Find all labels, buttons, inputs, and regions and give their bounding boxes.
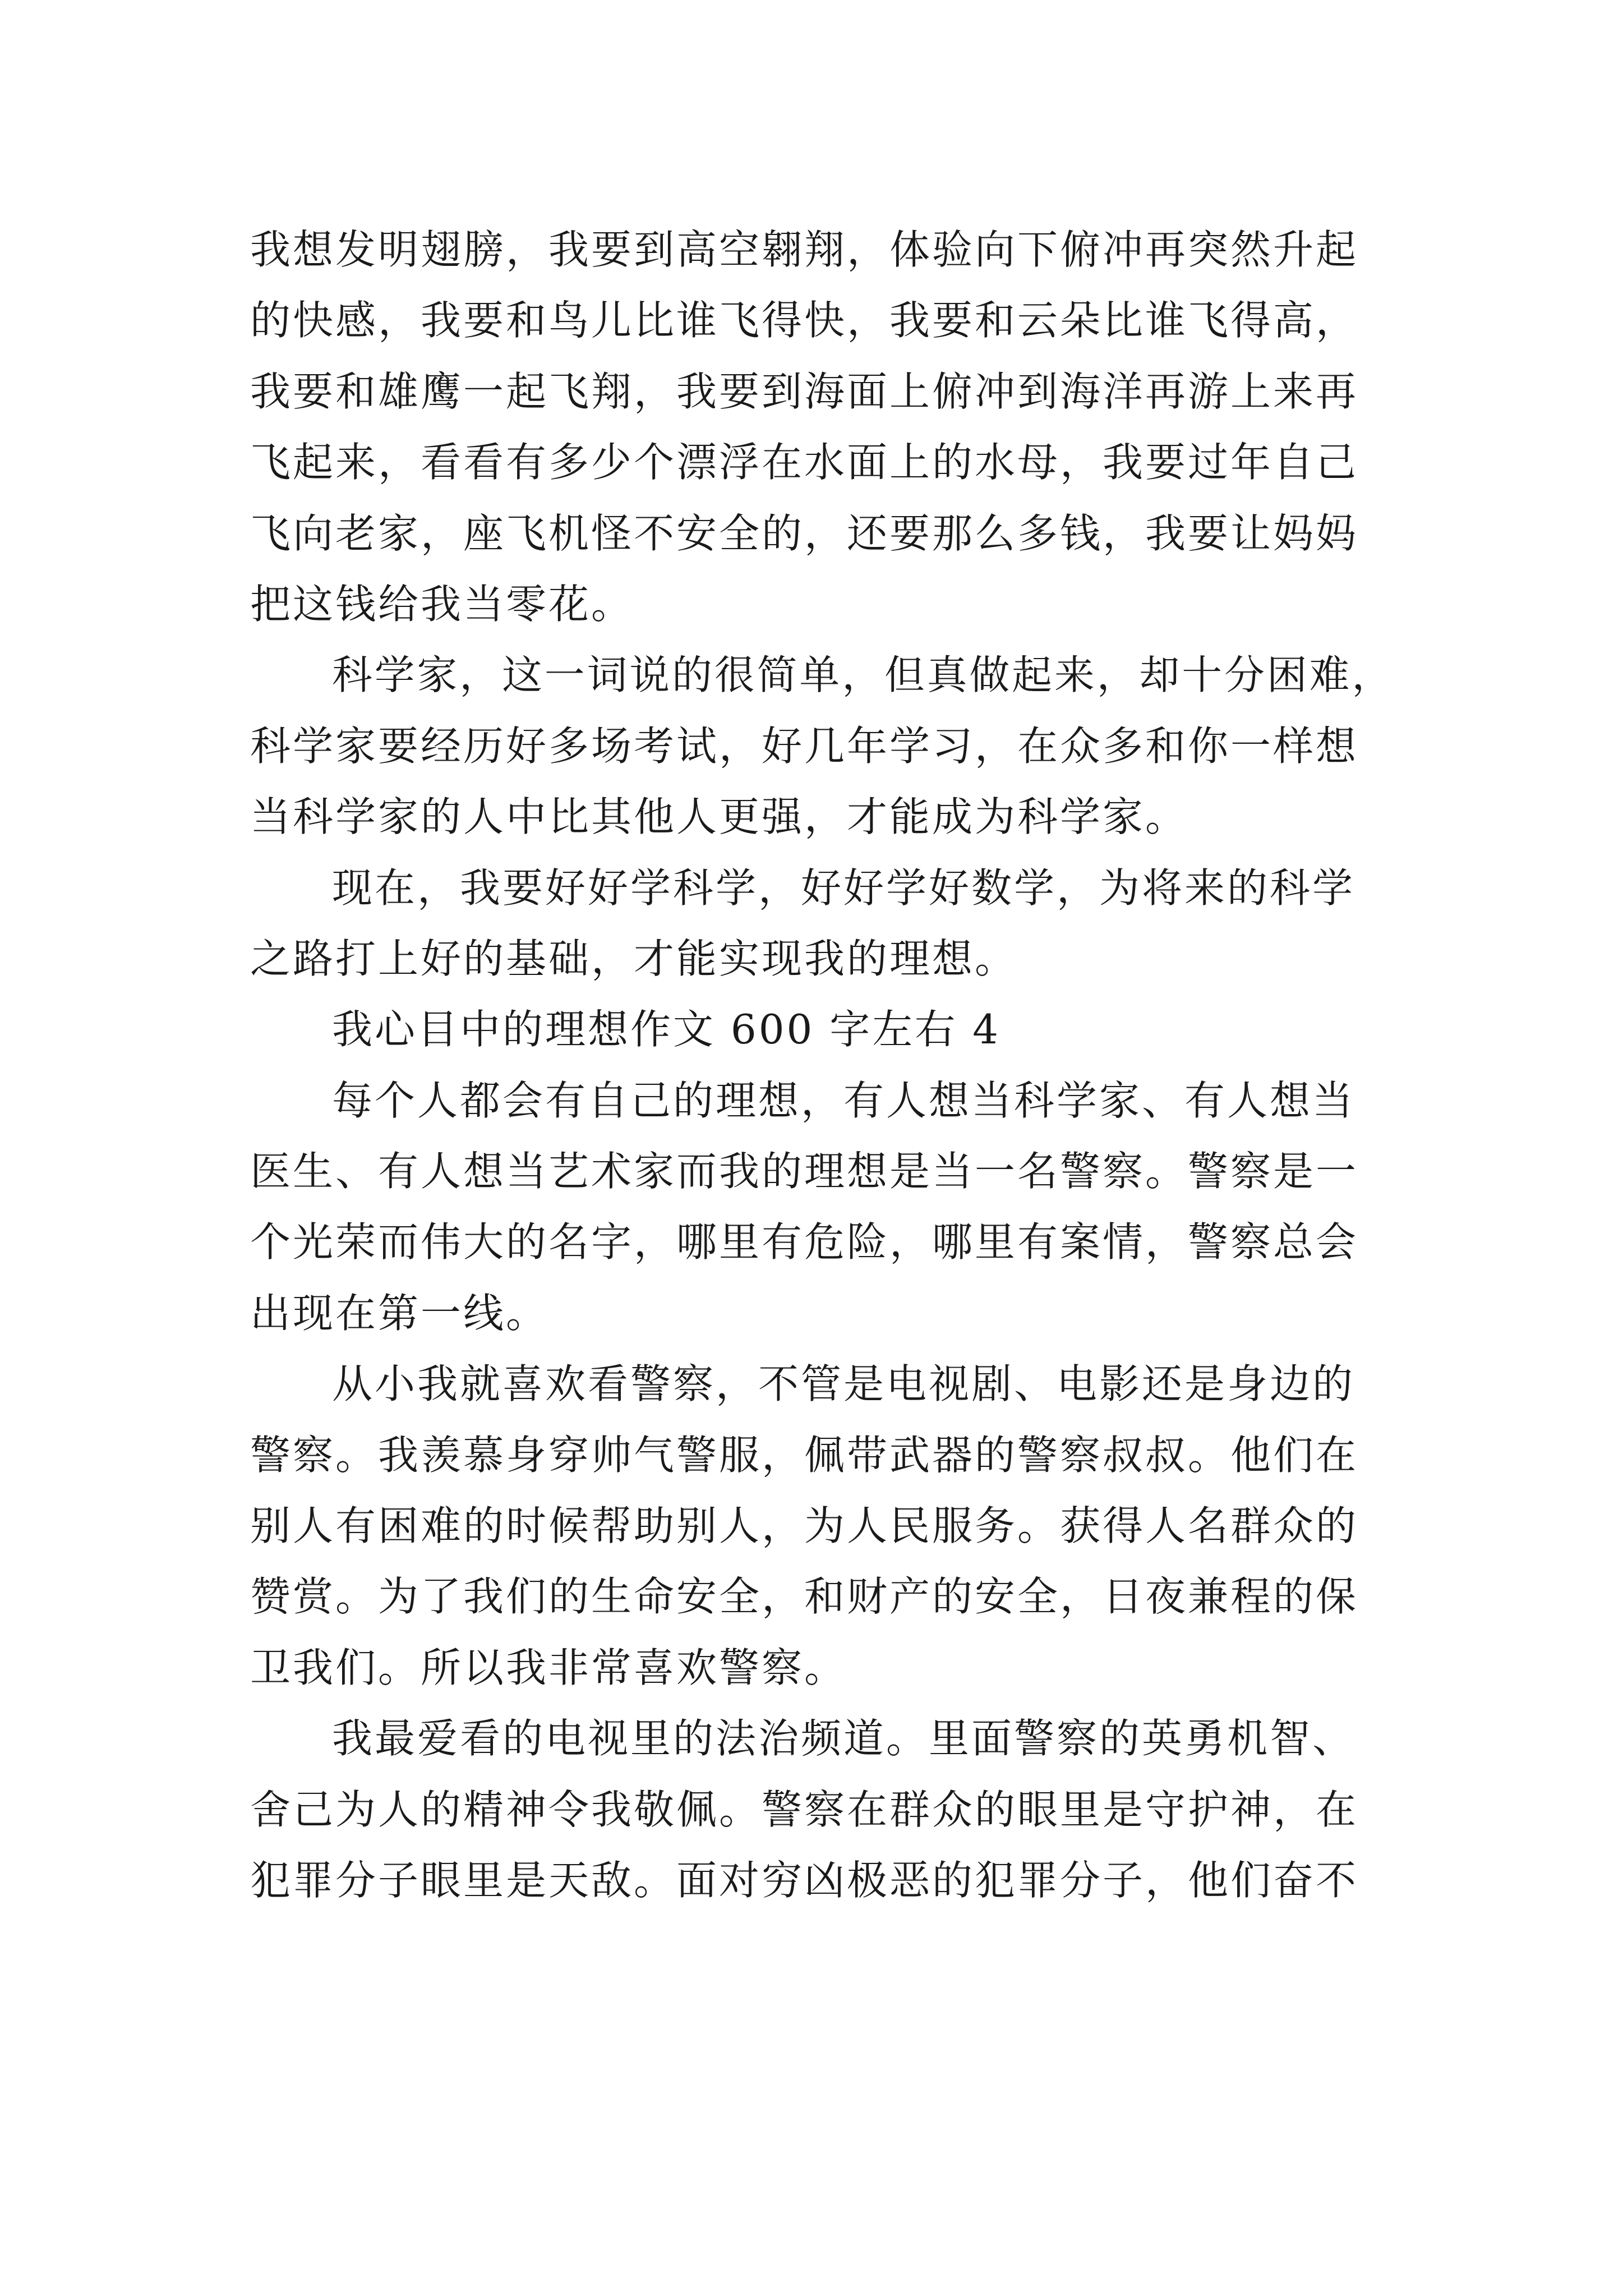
text-line: 出现在第一线。 [250,1289,549,1337]
text-line: 从小我就喜欢看警察，不管是电视剧、电影还是身边的 [332,1360,1355,1408]
text-line: 飞起来，看看有多少个漂浮在水面上的水母，我要过年自己 [250,439,1359,486]
text-line: 科学家，这一词说的很简单，但真做起来，却十分困难， [332,651,1395,699]
document-body [250,214,1394,1916]
text-line: 舍己为人的精神令我敬佩。警察在群众的眼里是守护神，在 [250,1786,1359,1833]
text-line: 犯罪分子眼里是天敌。面对穷凶极恶的犯罪分子，他们奋不 [250,1856,1359,1904]
text-line: 我想发明翅膀，我要到高空翱翔，体验向下俯冲再突然升起 [250,226,1359,273]
text-line: 卫我们。所以我非常喜欢警察。 [250,1644,847,1691]
text-line: 之路打上好的基础，才能实现我的理想。 [250,935,1018,982]
text-line: 当科学家的人中比其他人更强，才能成为科学家。 [250,793,1188,841]
text-line: 把这钱给我当零花。 [250,580,634,628]
text-line: 我要和雄鹰一起飞翔，我要到海面上俯冲到海洋再游上来再 [250,367,1359,415]
text-line: 科学家要经历好多场考试，好几年学习，在众多和你一样想 [250,722,1359,770]
text-line: 现在，我要好好学科学，好好学好数学，为将来的科学 [332,864,1355,912]
text-line: 别人有困难的时候帮助别人，为人民服务。获得人名群众的 [250,1502,1359,1550]
text-line: 的快感，我要和鸟儿比谁飞得快，我要和云朵比谁飞得高， [250,297,1359,344]
text-line: 我心目中的理想作文 600 字左右 4 [332,1006,1000,1053]
text-line: 个光荣而伟大的名字，哪里有危险，哪里有案情，警察总会 [250,1218,1359,1266]
text-line: 我最爱看的电视里的法治频道。里面警察的英勇机智、 [332,1715,1355,1763]
text-line: 医生、有人想当艺术家而我的理想是当一名警察。警察是一 [250,1148,1359,1195]
text-line: 每个人都会有自己的理想，有人想当科学家、有人想当 [332,1076,1355,1124]
text-line: 赞赏。为了我们的生命安全，和财产的安全，日夜兼程的保 [250,1573,1359,1621]
text-line: 警察。我羡慕身穿帅气警服，佩带武器的警察叔叔。他们在 [250,1431,1359,1479]
text-line: 飞向老家，座飞机怪不安全的，还要那么多钱，我要让妈妈 [250,509,1359,557]
